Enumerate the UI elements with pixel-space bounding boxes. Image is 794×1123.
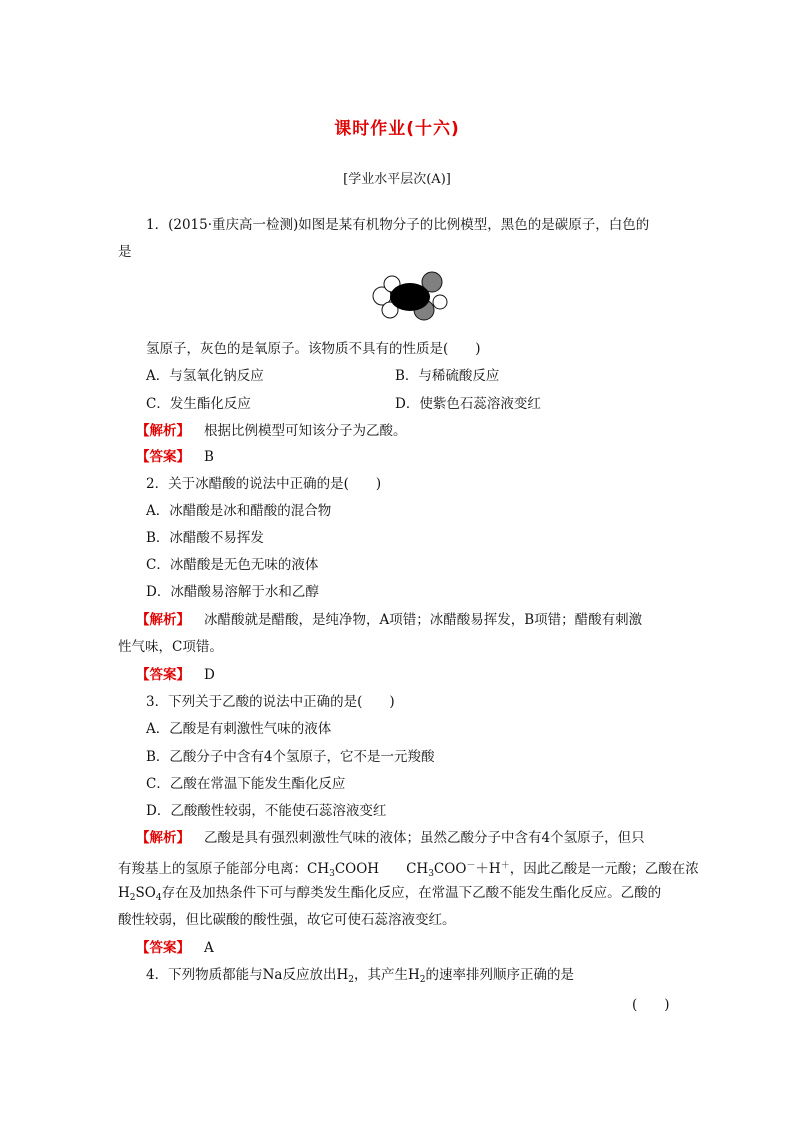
answer-tag: 【答案】 [136,667,190,683]
q3-analysis-text1: 乙酸是具有强烈刺激性气味的液体；虽然乙酸分子中含有4个氢原子，但只 [204,830,645,846]
q3-stem: 3．下列关于乙酸的说法中正确的是( ) [146,694,395,710]
q3-analysis-line3 [118,884,661,907]
q2-analysis-line1 [136,611,642,629]
q1-stem-line2: 是 [118,244,132,260]
subscript: 2 [348,975,354,985]
analysis-text: 有羧基上的氢原子能部分电离：CH [118,861,330,877]
q4-answer-blank: ( ) [632,997,670,1013]
analysis-text: H [118,885,130,901]
q1-answer-value: B [204,449,214,465]
subscript: 4 [155,893,162,903]
analysis-tag: 【解析】 [136,830,190,846]
q4-stem-text: 4．下列物质都能与Na反应放出H [146,967,349,983]
superscript: ＋ [500,861,510,871]
q3-answer-value: A [204,940,214,956]
analysis-tag: 【解析】 [136,612,190,628]
q4-stem-text: ，其产生H [353,967,420,983]
analysis-text: ，因此乙酸是一元酸；乙酸在浓 [509,861,699,877]
analysis-text: COOH CH [334,861,429,877]
subscript: 3 [329,869,335,879]
subscript: 2 [129,893,136,903]
analysis-text: SO [135,885,156,901]
q1-stem-line3: 氢原子，灰色的是氧原子。该物质不具有的性质是( ) [146,341,481,357]
q1-answer [136,448,214,466]
q3-analysis-line4: 酸性较弱，但比碳酸的酸性强，故它可使石蕊溶液变红。 [118,912,456,928]
q2-answer [136,666,215,684]
q1-stem-line1: 1．(2015·重庆高一检测)如图是某有机物分子的比例模型，黑色的是碳原子，白色的 [146,217,650,233]
q3-option-c: C．乙酸在常温下能发生酯化反应 [146,776,346,792]
q1-analysis-text: 根据比例模型可知该分子为乙酸。 [204,423,407,439]
q1-analysis [136,422,407,440]
section-subtitle: [学业水平层次(A)] [343,172,451,187]
q2-analysis-text1: 冰醋酸就是醋酸，是纯净物，A项错；冰醋酸易挥发，B项错；醋酸有刺激 [204,612,643,628]
q4-stem-text: 的速率排列顺序正确的是 [425,967,574,983]
analysis-tag: 【解析】 [136,423,190,439]
q2-analysis-line2: 性气味，C项错。 [118,639,223,655]
analysis-text: 存在及加热条件下可与醇类发生酯化反应，在常温下乙酸不能发生酯化反应。乙酸的 [161,885,662,901]
q1-option-a: A．与氢氧化钠反应 [146,368,264,384]
analysis-text: ＋H [475,861,501,877]
q2-stem: 2．关于冰醋酸的说法中正确的是( ) [146,476,382,492]
answer-tag: 【答案】 [136,449,190,465]
answer-tag: 【答案】 [136,940,190,956]
q3-analysis-line2 [118,857,699,883]
q1-option-d: D．使紫色石蕊溶液变红 [395,396,541,412]
subscript: 3 [428,869,434,879]
q2-answer-value: D [204,667,215,683]
q3-analysis-line1 [136,829,645,847]
q3-option-b: B．乙酸分子中含有4个氢原子，它不是一元羧酸 [146,749,435,765]
q3-option-a: A．乙酸是有刺激性气味的液体 [146,721,332,737]
acetic-acid-model-icon [370,268,450,326]
q2-option-b: B．冰醋酸不易挥发 [146,530,264,546]
q1-option-c: C．发生酯化反应 [146,396,251,412]
subscript: 2 [419,975,426,985]
q2-option-c: C．冰醋酸是无色无味的液体 [146,557,319,573]
q4-stem [146,966,574,989]
page-title: 课时作业(十六) [334,119,460,139]
q1-option-b: B．与稀硫酸反应 [395,368,500,384]
q2-option-d: D．冰醋酸易溶解于水和乙醇 [146,584,319,600]
q2-option-a: A．冰醋酸是冰和醋酸的混合物 [146,503,332,519]
q3-option-d: D．乙酸酸性较弱，不能使石蕊溶液变红 [146,803,387,819]
analysis-text: COO [433,861,467,877]
superscript: － [466,861,476,871]
q3-answer [136,939,214,957]
